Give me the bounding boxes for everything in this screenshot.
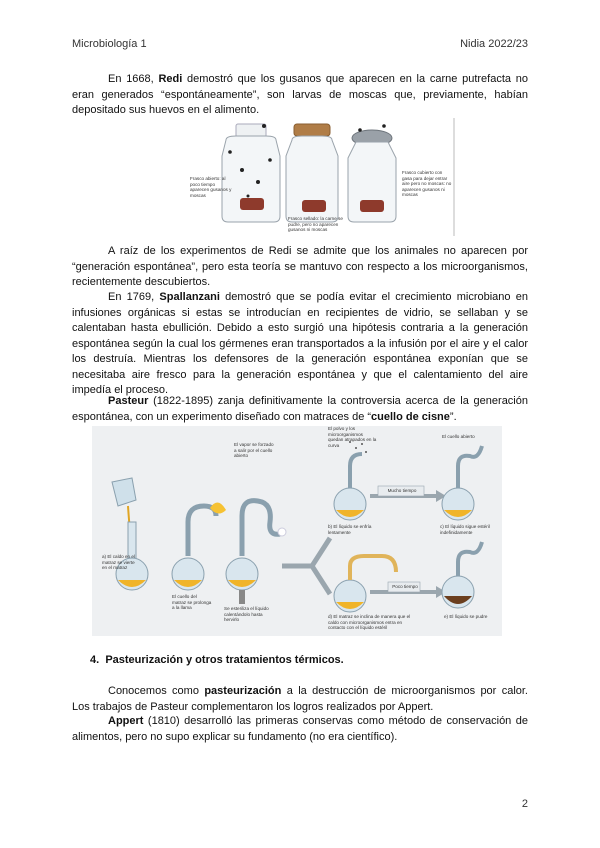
pasteur-caption-boil: Se esteriliza el líquido calentándolo hasta hervirlo: [224, 606, 269, 623]
paragraph-redi-consequence: A raíz de los experimentos de Redi se admite que los animales no aparecen por “generación espontánea”, pero esta teoría se mantuvo con respecto a los microorganismos, recientemente descubiertos.: [72, 245, 528, 288]
pasteur-label-short-time: Poco tiempo: [392, 584, 418, 589]
section-heading-pasteurization: 4. Pasteurización y otros tratamientos térmicos.: [90, 654, 344, 666]
pasteur-caption-pour: a) El caldo en el matraz se vierte en el matraz: [102, 554, 135, 571]
pasteur-caption-open-neck: El cuello abierto: [442, 434, 475, 439]
redi-caption-open: Frasco abierto: al poco tiempo aparecen gusanos y moscas: [190, 176, 232, 198]
paragraph-pasteurization: Conocemos como pasteurización a la destrucción de microorganismos por calor. Los trabajos de Pasteur complementaron los logros realizados por Appert.: [72, 685, 528, 713]
paragraph-spallanzani: En 1769, Spallanzani demostró que se podía evitar el crecimiento microbiano en infusiones orgánicas si estas se introducían en recipientes de vidrio, se sellaban y se calentaban hasta ebullición. Debido a esto surgió una hipótesis contraria a la generación espontánea según la cual los gérmenes eran transportados a la infusión por el aire y el calor los destruía. Mientras los defensores de la generación espontánea exponían que se necesitaba aire fresco para la generación espontánea y que el calentamiento del aire impedía el proceso.: [72, 291, 528, 396]
header-author: Nidia 2022/23: [460, 38, 528, 50]
paragraph-redi: En 1668, Redi demostró que los gusanos que aparecen en la carne putrefacta no eran generados “espontáneamente”, son larvas de moscas que, previamente, habían depositado sus huevos en el alimento.: [72, 73, 528, 116]
redi-experiment-figure: [170, 116, 456, 236]
pasteur-caption-putrefy: e) El líquido se pudre: [444, 614, 488, 619]
pasteur-caption-dust: El polvo y los microorganismos quedan atrapados en la curva: [328, 426, 377, 448]
pasteur-caption-sterile: c) El líquido sigue estéril indefinidamente: [440, 524, 490, 535]
paragraph-appert: Appert (1810) desarrolló las primeras conservas como método de conservación de alimentos, pero no supo explicar su fundamento (no era científico).: [72, 715, 528, 743]
pasteur-caption-vapor: El vapor se forzado a salir por el cuello abierto: [234, 442, 274, 459]
redi-caption-gauze: Frasco cubierto con gasa para dejar entrar aire pero no moscas: no aparecen gusanos ni moscas: [402, 170, 452, 198]
pasteur-caption-cool: b) El líquido se enfría lentamente: [328, 524, 372, 535]
pasteur-caption-tilt: d) El matraz se inclina de manera que el caldo con microorganismos entra en contacto con el líquido estéril: [328, 614, 411, 631]
redi-caption-sealed: Frasco sellado: la carne se pudre, pero no aparecen gusanos ni moscas: [288, 216, 343, 233]
page-number: 2: [521, 798, 528, 810]
header-course: Microbiología 1: [72, 38, 147, 50]
pasteur-caption-neck: El cuello del matraz se prolonga a la llama: [172, 594, 212, 611]
pasteur-label-long-time: Mucho tiempo: [387, 488, 417, 493]
paragraph-pasteur: Pasteur (1822-1895) zanja definitivamente la controversia acerca de la generación espontánea, con un experimento diseñado con matraces de “cuello de cisne”.: [72, 395, 528, 423]
pasteur-experiment-figure: [92, 426, 502, 636]
